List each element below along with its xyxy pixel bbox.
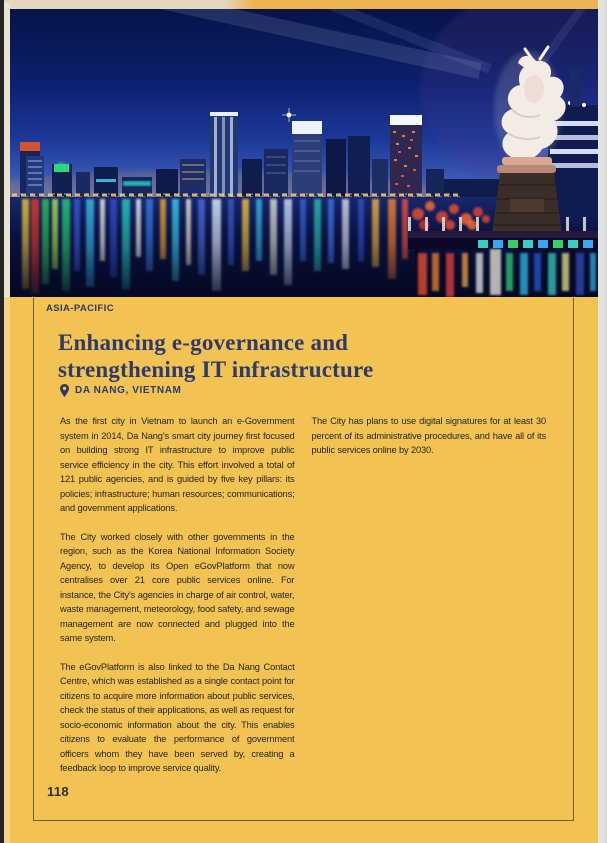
article-title [58, 329, 373, 383]
location-pin-icon [60, 384, 69, 397]
paragraph: The City worked closely with other governments in the region, such as the Korea National Information Society Agency, to develop its Open eGovPlatform that now centralises over 21 core public services online. For instance, the City's agencies in charge of air control, water, waste management, meteorology, food safety, and sewage management are now connected and plugged into the same system. [60, 531, 295, 643]
paragraph: The eGovPlatform is also linked to the Da Nang Contact Centre, which was established as a single contact point for citizens to acquire more information about public services, check the status of their applications, as well as request for socio-economic information about the city. This enables citizens to evaluate the performance of government officers whom they have been served by, creating a feedback loop to improve service quality. [60, 661, 295, 773]
location-row [60, 384, 181, 397]
title-line-1: Enhancing e-governance and [58, 330, 349, 355]
city-night-illustration [10, 9, 598, 297]
article-body [60, 414, 546, 782]
page-edge-right [598, 0, 607, 843]
section-label: ASIA-PACIFIC [46, 303, 114, 314]
page-edge-left-bottom [4, 297, 10, 843]
paragraph: As the first city in Vietnam to launch an e-Government system in 2014, Da Nang's smart city journey first focused on building strong IT infrastructure to improve public service efficiency in the city. This effort involved a total of 121 public agencies, and is guided by five key pillars: its policies; infrastructure; human resources; communications; and government applications. [60, 416, 295, 513]
title-line-2: strengthening IT infrastructure [58, 357, 374, 382]
paragraph: The City has plans to use digital signatures for at least 30 percent of its administrative procedures, and have all of its public services online by 2030. [311, 416, 546, 455]
page-number: 118 [47, 784, 69, 799]
page-edge-top [0, 0, 607, 9]
hero-photo [10, 9, 598, 297]
location-label: DA NANG, VIETNAM [75, 385, 182, 396]
page-edge-dark [0, 0, 4, 843]
